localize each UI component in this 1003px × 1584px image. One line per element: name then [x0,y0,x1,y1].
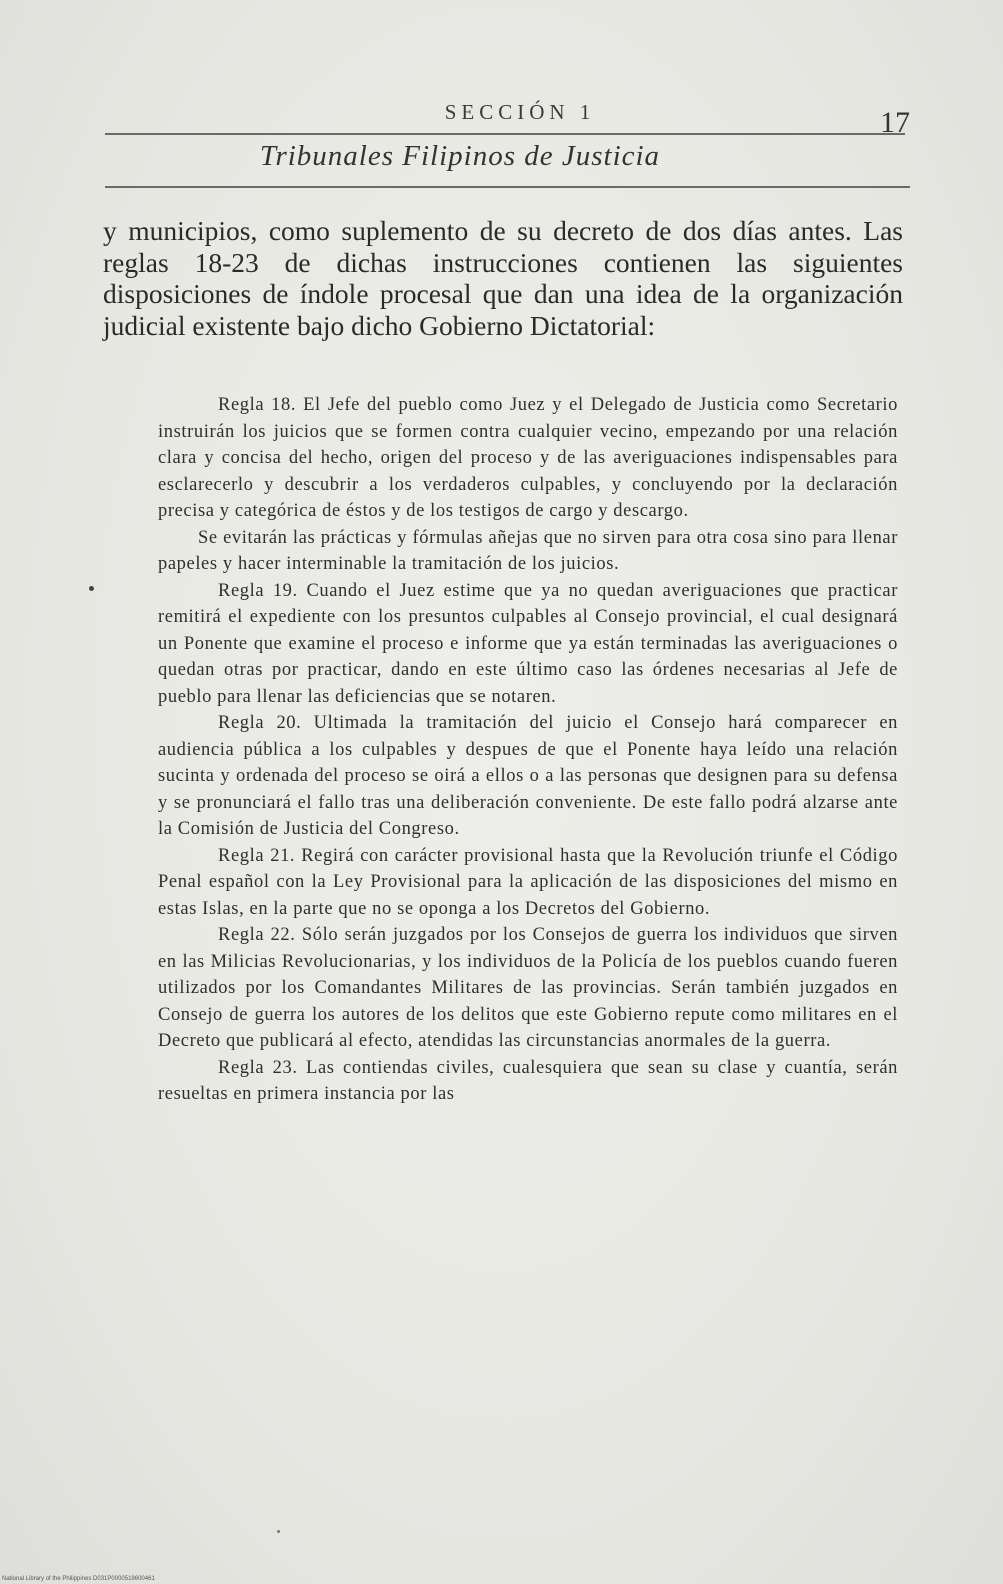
page-speck [277,1530,280,1533]
margin-mark [89,586,94,591]
page-number: 17 [880,106,910,139]
rules-block [158,392,898,1108]
rule-22-paragraph: Regla 22. Sólo serán juzgados por los Consejos de guerra los individuos que sirven en las Milicias Revolucionarias, y los individuos de la Policía de los pueblos cuando fueren utilizados por los Comandantes Militares de las provincias. Serán también juzgados en Consejo de guerra los autores de los delitos que este Gobierno repute como militares en el Decreto que publicará al efecto, atendidas las circunstancias anormales de la guerra. [158,925,898,1051]
rule-19-paragraph: Regla 19. Cuando el Juez estime que ya no quedan averiguaciones que practicar remitirá el expediente con los presuntos culpables al Consejo provincial, el cual designará un Ponente que examine el proceso e informe que ya están terminadas las averiguaciones o quedan otras por practicar, dando en este último caso las órdenes necesarias al Jefe de pueblo para llenar las deficiencias que se notaren. [158,580,898,707]
rule-18-continuation: Se evitarán las prácticas y fórmulas añejas que no sirven para otra cosa sino para llenar papeles y hacer interminable la tramitación de los juicios. [158,527,898,574]
footer-credit: National Library of the Philippines D031P0000519600461 [2,1576,155,1582]
rule-20-paragraph: Regla 20. Ultimada la tramitación del juicio el Consejo hará comparecer en audiencia pública a los culpables y despues de que el Ponente haya leído una relación sucinta y ordenada del proceso se oirá a ellos o a las personas que designen para su defensa y se pronunciará el fallo tras una deliberación conveniente. De este fallo podrá alzarse ante la Comisión de Justicia del Congreso. [158,713,898,839]
header-rule-top [105,133,905,135]
rule-23-paragraph: Regla 23. Las contiendas civiles, cualesquiera que sean su clase y cuantía, serán resueltas en primera instancia por las [158,1057,898,1104]
header-rule-bottom [105,186,910,188]
intro-paragraph: y municipios, como suplemento de su decreto de dos días antes. Las reglas 18-23 de dichas instrucciones contienen las siguientes disposiciones de índole procesal que dan una idea de la organización judicial existente bajo dicho Gobierno Dictatorial: [103,215,903,341]
rule-18-paragraph: Regla 18. El Jefe del pueblo como Juez y el Delegado de Justicia como Secretario instruirán los juicios que se formen contra cualquier vecino, empezando por una relación clara y concisa del hecho, origen del proceso y de las averiguaciones indispensables para esclarecerlo y descubrir a los verdaderos culpables, y concluyendo por la declaración precisa y categórica de éstos y de los testigos de cargo y descargo. [158,395,898,521]
running-title: Tribunales Filipinos de Justicia [259,140,661,172]
section-label: SECCIÓN 1 [444,100,596,124]
page-header [100,100,910,139]
rule-21-paragraph: Regla 21. Regirá con carácter provisional hasta que la Revolución triunfe el Código Penal español con la Ley Provisional para la aplicación de las disposiciones del mismo en estas Islas, en la parte que no se oponga a los Decretos del Gobierno. [158,845,898,919]
